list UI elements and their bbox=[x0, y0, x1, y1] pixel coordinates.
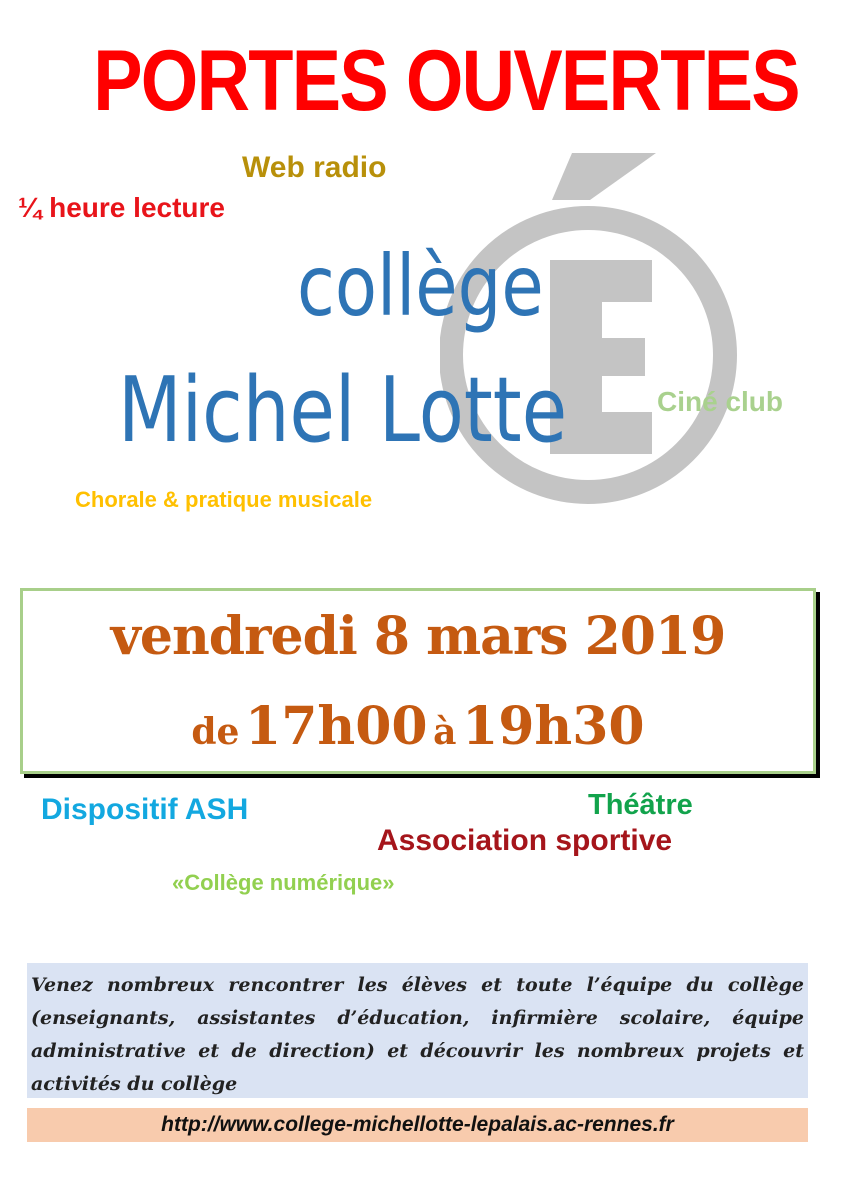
logo-accent bbox=[552, 153, 656, 200]
hours-separator: à bbox=[433, 711, 457, 753]
start-time: 17h00 bbox=[245, 696, 428, 757]
end-time: 19h30 bbox=[462, 696, 645, 757]
date-box bbox=[20, 588, 816, 774]
activity-numerique: «Collège numérique» bbox=[172, 870, 395, 895]
school-name-line1: collège bbox=[297, 237, 544, 335]
event-date: vendredi 8 mars 2019 bbox=[110, 606, 726, 667]
page-title: PORTES OUVERTES bbox=[93, 33, 799, 129]
event-hours bbox=[23, 696, 813, 757]
info-paragraph: Venez nombreux rencontrer les élèves et toute l’équipe du collège (enseignants, assistantes d’éducation, infirmière scolaire, équipe administrative et de direction) et découvrir les nombreux projets et activités du collège bbox=[27, 963, 808, 1098]
activity-chorale: Chorale & pratique musicale bbox=[75, 487, 373, 512]
activity-cine-club: Ciné club bbox=[657, 386, 784, 417]
website-link[interactable]: http://www.college-michellotte-lepalais.ac-rennes.fr bbox=[27, 1108, 808, 1142]
marianne-logo-icon bbox=[440, 150, 770, 530]
activity-ash: Dispositif ASH bbox=[41, 793, 249, 826]
hours-prefix: de bbox=[191, 711, 240, 753]
school-name-line2: Michel Lotte bbox=[118, 358, 568, 463]
activity-sport: Association sportive bbox=[377, 824, 673, 857]
activity-lecture: ¼ heure lecture bbox=[18, 192, 225, 223]
activity-web-radio: Web radio bbox=[242, 151, 387, 184]
activity-theatre: Théâtre bbox=[588, 789, 693, 821]
